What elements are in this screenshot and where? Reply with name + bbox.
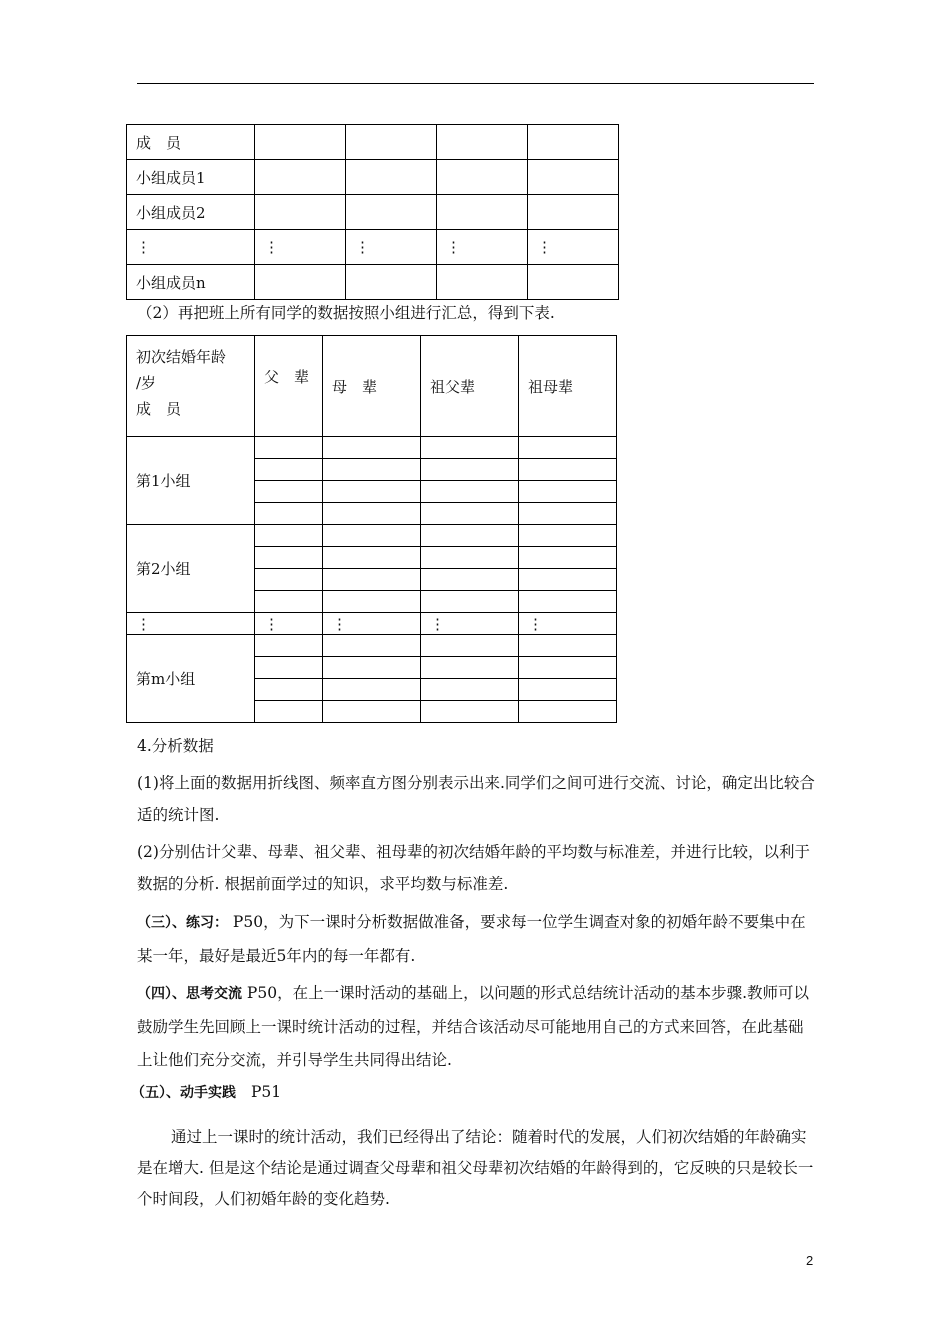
practice-label: （三）、练习： bbox=[137, 915, 228, 931]
col-grandfather: 祖父辈 bbox=[421, 336, 519, 437]
col-grandmother: 祖母辈 bbox=[519, 336, 617, 437]
ellipsis-cell: ⋮ bbox=[528, 230, 619, 265]
ellipsis-cell: ⋮ bbox=[437, 230, 528, 265]
section4-title: 4.分析数据 bbox=[137, 737, 214, 755]
row-label: 小组成员2 bbox=[127, 195, 255, 230]
group-summary-table bbox=[126, 335, 617, 723]
think-paragraph: （四）、思考交流 P50，在上一课时活动的基础上，以问题的形式总结统计活动的基本步骤.教师可以鼓励学生先回顾上一课时统计活动的过程，并结合该活动尽可能地用自己的方式来回答，在此基础上让他们充分交流，并引导学生共同得出结论. bbox=[137, 984, 810, 1069]
ellipsis-cell: ⋮ bbox=[255, 230, 346, 265]
group-label: 第1小组 bbox=[127, 437, 255, 525]
practice2-heading: （五）、动手实践 P51 bbox=[131, 1083, 282, 1101]
page-number: 2 bbox=[806, 1253, 814, 1268]
ellipsis-cell: ⋮ bbox=[255, 613, 323, 635]
ellipsis-cell: ⋮ bbox=[519, 613, 617, 635]
section4-paragraph-2: (2)分别估计父辈、母辈、祖父辈、祖母辈的初次结婚年龄的平均数与标准差，并进行比较，以利于数据的分析. 根据前面学过的知识，求平均数与标准差. bbox=[137, 843, 810, 893]
group-label: 第m小组 bbox=[127, 635, 255, 723]
ellipsis-cell: ⋮ bbox=[346, 230, 437, 265]
final-paragraph: 通过上一课时的统计活动，我们已经得出了结论：随着时代的发展，人们初次结婚的年龄确实是在增大. 但是这个结论是通过调查父母辈和祖父母辈初次结婚的年龄得到的，它反映的只是较长一个时间段，人们初婚年龄的变化趋势. bbox=[137, 1128, 814, 1208]
practice-paragraph: （三）、练习： P50，为下一课时分析数据做准备，要求每一位学生调查对象的初婚年龄不要集中在某一年，最好是最近5年内的每一年都有. bbox=[137, 913, 806, 965]
row-label: ⋮ bbox=[127, 230, 255, 265]
group-label: 第2小组 bbox=[127, 525, 255, 613]
header-cell: 初次结婚年龄 /岁 成 员 bbox=[127, 336, 255, 437]
header-rule bbox=[137, 83, 814, 84]
table2-caption: （2）再把班上所有同学的数据按照小组进行汇总，得到下表. bbox=[137, 304, 555, 322]
group-label: ⋮ bbox=[127, 613, 255, 635]
member-survey-table bbox=[126, 124, 619, 300]
header-cell-members: 成 员 bbox=[127, 125, 255, 160]
practice2-label: （五）、动手实践 bbox=[131, 1085, 236, 1101]
row-label: 小组成员1 bbox=[127, 160, 255, 195]
row-label: 小组成员n bbox=[127, 265, 255, 300]
ellipsis-cell: ⋮ bbox=[323, 613, 421, 635]
col-father: 父 辈 bbox=[255, 336, 323, 437]
col-mother: 母 辈 bbox=[323, 336, 421, 437]
ellipsis-cell: ⋮ bbox=[421, 613, 519, 635]
think-label: （四）、思考交流 bbox=[137, 986, 242, 1002]
section4-paragraph-1: (1)将上面的数据用折线图、频率直方图分别表示出来.同学们之间可进行交流、讨论，确定出比较合适的统计图. bbox=[137, 774, 815, 824]
